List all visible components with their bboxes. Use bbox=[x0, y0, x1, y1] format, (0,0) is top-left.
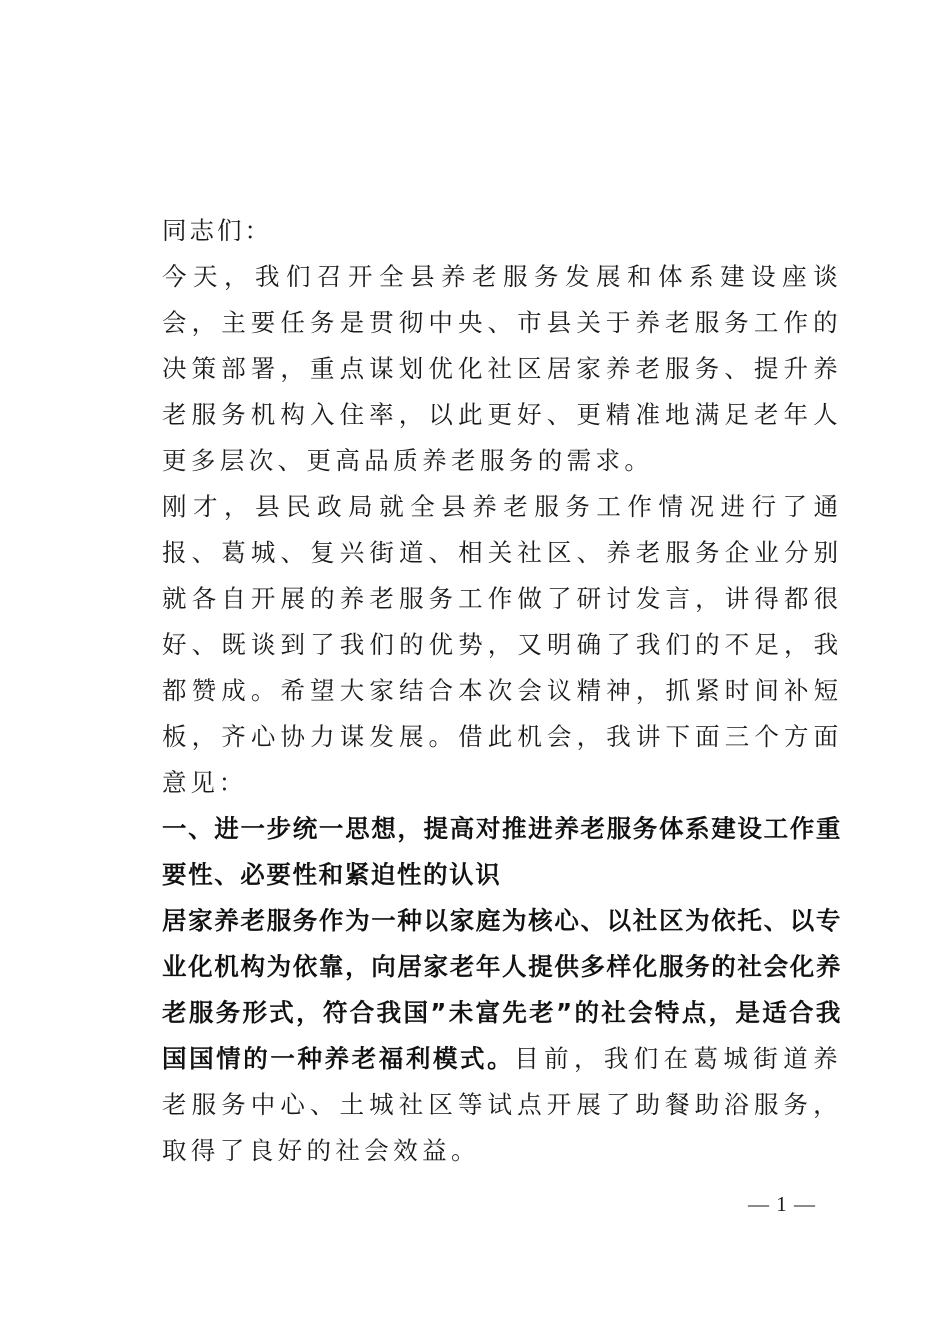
paragraph-review: 刚才，县民政局就全县养老服务工作情况进行了通报、葛城、复兴街道、相关社区、养老服务企业分别就各自开展的养老服务工作做了研讨发言，讲得都很好、既谈到了我们的优势，又明确了我们的不足，我都赞成。希望大家结合本次会议精神，抓紧时间补短板，齐心协力谋发展。借此机会，我讲下面三个方面意见： bbox=[162, 492, 842, 797]
document-body bbox=[162, 208, 842, 1174]
salutation: 同志们： bbox=[162, 216, 272, 245]
section-paragraph bbox=[162, 898, 842, 1174]
paragraph-opening: 今天，我们召开全县养老服务发展和体系建设座谈会，主要任务是贯彻中央、市县关于养老服务工作的决策部署，重点谋划优化社区居家养老服务、提升养老服务机构入住率，以此更好、更精准地满足老年人更多层次、更高品质养老服务的需求。 bbox=[162, 262, 842, 475]
section-heading: 一、进一步统一思想，提高对推进养老服务体系建设工作重要性、必要性和紧迫性的认识 bbox=[162, 814, 842, 889]
section-paragraph-bold: 居家养老服务作为一种以家庭为核心、以社区为依托、以专业化机构为依靠，向居家老年人提供多样化服务的社会化养老服务形式，符合我国”未富先老”的社会特点，是适合我国国情的一种养老福利模式。 bbox=[162, 906, 842, 1073]
section-paragraph-normal: 目前，我们在葛城街道养老服务中心、土城社区等试点开展了助餐助浴服务，取得了良好的社会效益。 bbox=[162, 1044, 842, 1165]
page-number: — 1 — bbox=[748, 1192, 816, 1216]
